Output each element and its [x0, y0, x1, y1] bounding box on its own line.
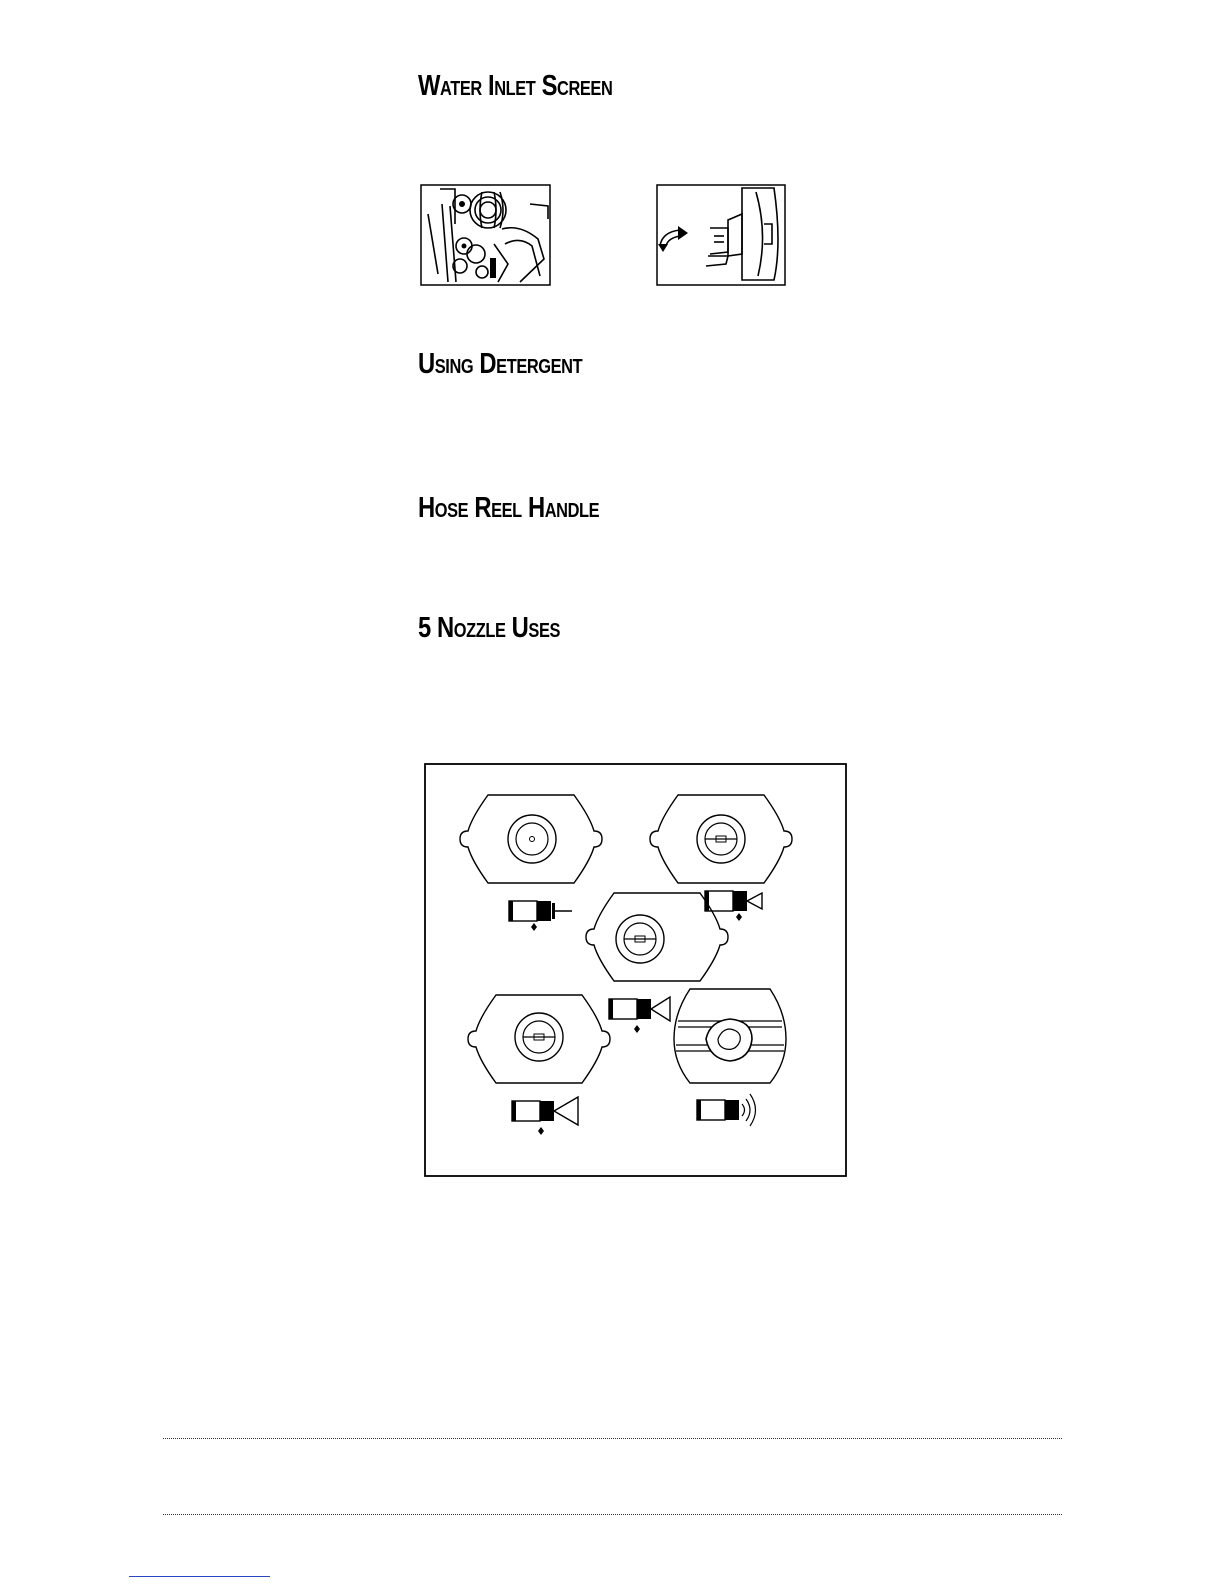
- footer-divider-bottom: [163, 1514, 1062, 1515]
- section-heading-using-detergent: Using Detergent: [418, 348, 583, 380]
- section-heading-5-nozzle-uses: 5 Nozzle Uses: [418, 612, 561, 644]
- nozzle-diagram: [424, 763, 847, 1177]
- footer-link-underline[interactable]: [129, 1576, 270, 1577]
- section-heading-hose-reel-handle: Hose Reel Handle: [418, 492, 600, 524]
- footer-divider-top: [163, 1438, 1062, 1439]
- section-heading-water-inlet-screen: Water Inlet Screen: [418, 70, 613, 102]
- filter-removal-illustration: [656, 184, 786, 286]
- water-inlet-photo: [420, 184, 551, 286]
